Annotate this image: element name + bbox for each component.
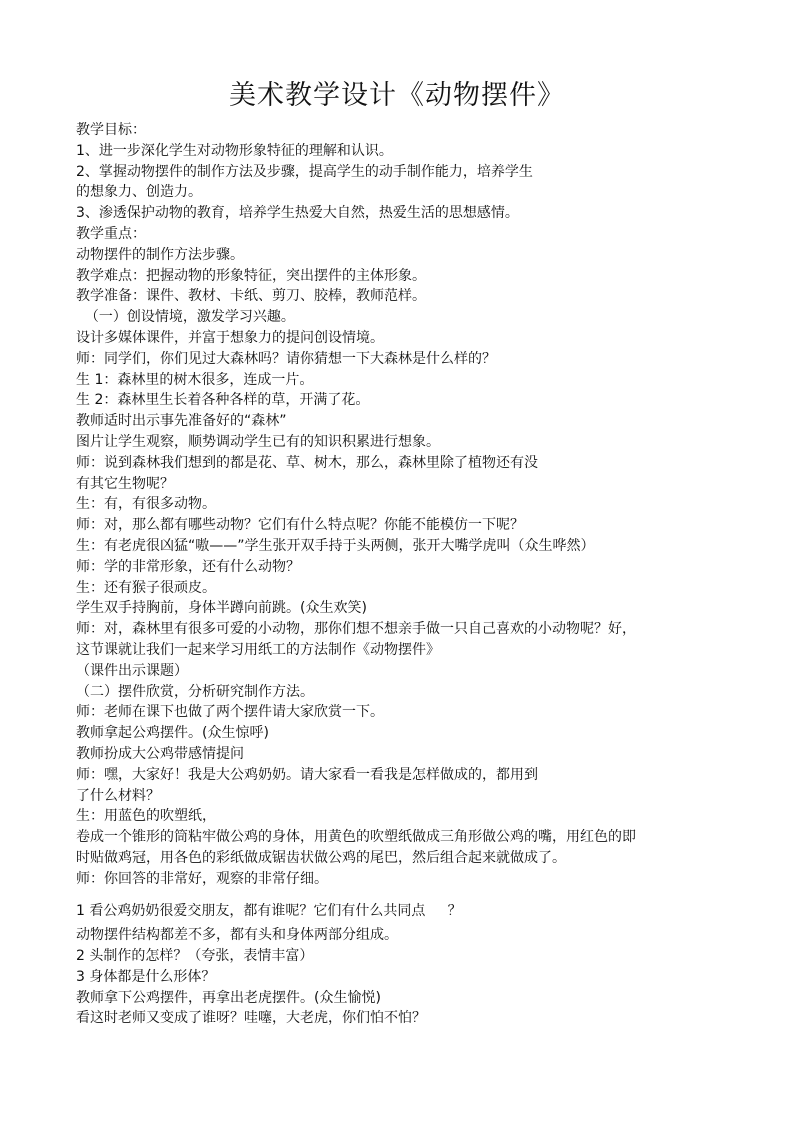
- text-line: 生：有，有很多动物。: [76, 496, 216, 513]
- text-line: 有其它生物呢？: [76, 475, 174, 492]
- text-line: 这节课就让我们一起来学习用纸工的方法制作《动物摆件》: [76, 641, 440, 658]
- text-line: 时贴做鸡冠，用各色的彩纸做成锯齿状做公鸡的尾巴，然后组合起来就做成了。: [76, 849, 566, 866]
- text-line: 图片让学生观察，顺势调动学生已有的知识积累进行想象。: [76, 433, 440, 450]
- text-line: 看这时老师又变成了谁呀？哇噻，大老虎，你们怕不怕？: [76, 1010, 426, 1027]
- text-line: 教师拿起公鸡摆件。(众生惊呼): [76, 725, 269, 742]
- text-line: 生：还有猴子很顽皮。: [76, 579, 216, 596]
- text-line: 生 2：森林里生长着各种各样的草，开满了花。: [76, 392, 370, 409]
- text-line: （课件出示课题）: [76, 662, 188, 679]
- text-line: 1 看公鸡奶奶很爱交朋友，都有谁呢？它们有什么共同点 ？: [76, 903, 462, 920]
- text-line: （一）创设情境，激发学习兴趣。: [76, 309, 295, 326]
- paragraph-gap: [76, 889, 726, 901]
- text-line: 的想象力、创造力。: [76, 184, 202, 201]
- text-line: 师：同学们，你们见过大森林吗？请你猜想一下大森林是什么样的？: [76, 350, 496, 367]
- text-line: 师：说到森林我们想到的都是花、草、树木，那么，森林里除了植物还有没: [76, 454, 538, 471]
- text-line: 3、渗透保护动物的教育，培养学生热爱大自然，热爱生活的思想感情。: [76, 205, 519, 222]
- text-line: 师：对，森林里有很多可爱的小动物，那你们想不想亲手做一只自己喜欢的小动物呢？好，: [76, 621, 636, 638]
- text-line: 教学难点：把握动物的形象特征，突出摆件的主体形象。: [76, 267, 426, 284]
- text-line: 师：学的非常形象，还有什么动物？: [76, 558, 300, 575]
- document-body: [76, 120, 726, 1029]
- text-line: 动物摆件的制作方法步骤。: [76, 246, 244, 263]
- text-line: 2 头制作的怎样？（夸张，表情丰富）: [76, 948, 314, 965]
- text-line: （二）摆件欣赏，分析研究制作方法。: [76, 683, 314, 700]
- text-line: 师：你回答的非常好，观察的非常仔细。: [76, 870, 328, 887]
- text-line: 2、掌握动物摆件的制作方法及步骤，提高学生的动手制作能力，培养学生: [76, 163, 533, 180]
- text-line: 师：对，那么都有哪些动物？它们有什么特点呢？你能不能模仿一下呢？: [76, 517, 524, 534]
- text-line: 了什么材料？: [76, 787, 160, 804]
- text-line: 教师适时出示事先准备好的“森林”: [76, 413, 287, 430]
- text-line: 设计多媒体课件，并富于想象力的提问创设情境。: [76, 329, 384, 346]
- text-line: 生 1：森林里的树木很多，连成一片。: [76, 371, 314, 388]
- text-line: 动物摆件结构都差不多，都有头和身体两部分组成。: [76, 927, 398, 944]
- document-title: 美术教学设计《动物摆件》: [229, 80, 565, 111]
- text-line: 师：老师在课下也做了两个摆件请大家欣赏一下。: [76, 704, 384, 721]
- text-line: 教师拿下公鸡摆件，再拿出老虎摆件。(众生愉悦): [76, 989, 381, 1006]
- text-line: 教学目标：: [76, 122, 146, 138]
- text-line: 生：有老虎很凶猛“嗷——”学生张开双手持于头两侧，张开大嘴学虎叫（众生哗然）: [76, 537, 595, 554]
- text-line: 教学准备：课件、教材、卡纸、剪刀、胶棒，教师范样。: [76, 288, 426, 305]
- text-line: 学生双手持胸前，身体半蹲向前跳。(众生欢笑): [76, 600, 367, 617]
- text-line: 卷成一个锥形的筒粘牢做公鸡的身体，用黄色的吹塑纸做成三角形做公鸡的嘴，用红色的即: [76, 829, 636, 846]
- text-line: 师：嘿，大家好！我是大公鸡奶奶。请大家看一看我是怎样做成的，都用到: [76, 766, 538, 783]
- text-line: 3 身体都是什么形体？: [76, 968, 216, 985]
- text-line: 生：用蓝色的吹塑纸，: [76, 808, 216, 825]
- text-line: 教学重点：: [76, 225, 146, 242]
- text-line: 教师扮成大公鸡带感情提问: [76, 745, 244, 762]
- text-line: 1、进一步深化学生对动物形象特征的理解和认识。: [76, 142, 393, 159]
